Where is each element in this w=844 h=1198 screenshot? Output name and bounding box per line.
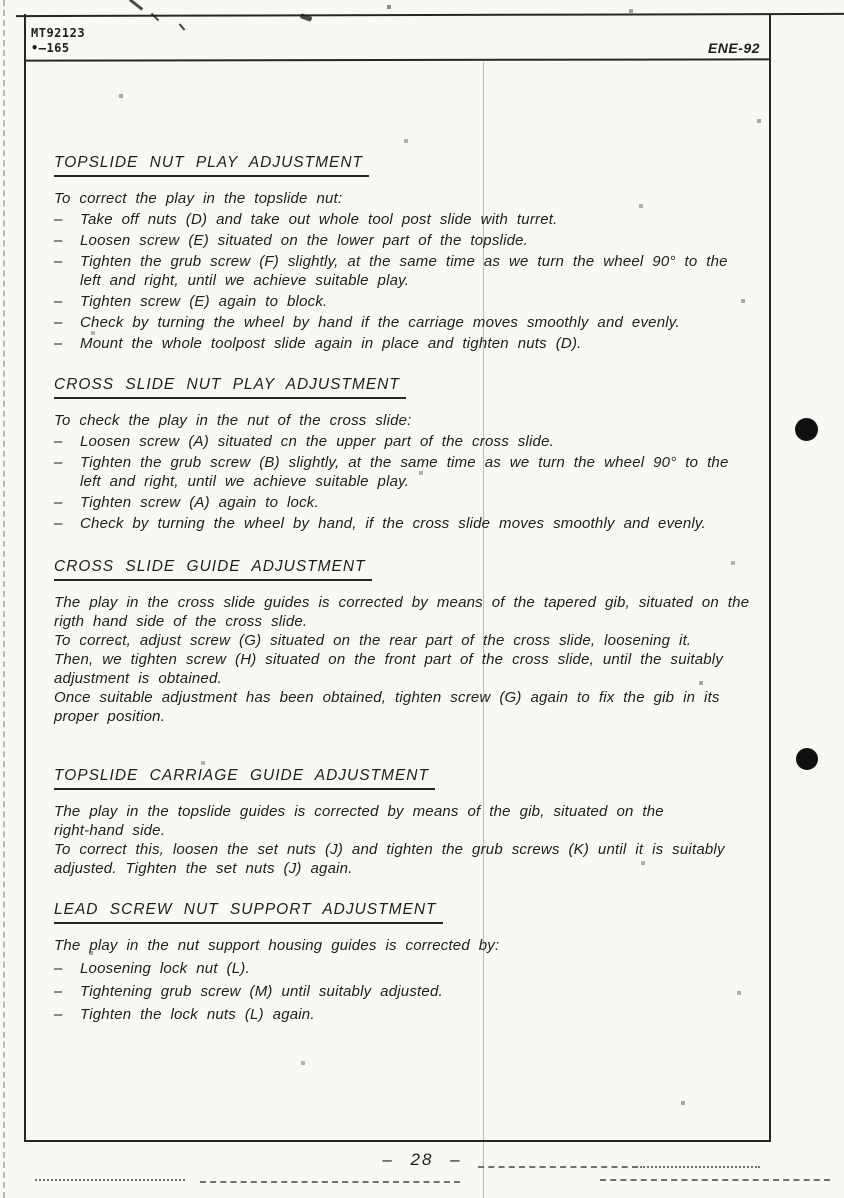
section-heading: CROSS SLIDE NUT PLAY ADJUSTMENT [54, 375, 406, 399]
page-number: – 28 – [382, 1150, 462, 1169]
bullet-dash: – [54, 515, 63, 532]
bullet-text: Loosening lock nut (L). [80, 960, 250, 977]
bullet-text: Tighten the grub screw (F) slightly, at the same time as we turn the wheel 90° to the [80, 253, 728, 270]
bullet-dash: – [54, 494, 63, 511]
bullet-text: Check by turning the wheel by hand, if the cross slide moves smoothly and evenly. [80, 515, 706, 532]
bullet-line [54, 982, 743, 1001]
punch-hole-mark [796, 748, 818, 770]
bullet-dash: – [54, 232, 63, 249]
bullet-dash: – [54, 433, 63, 450]
section-heading: TOPSLIDE NUT PLAY ADJUSTMENT [54, 153, 369, 177]
bullet-text: Tighten the grub screw (B) slightly, at the same time as we turn the wheel 90° to the [80, 454, 729, 471]
bullet-dash: – [54, 335, 63, 352]
section-cross-slide-nut-play [54, 375, 743, 533]
document-code-block [31, 26, 85, 56]
page-content [24, 61, 771, 1024]
text-line: Once suitable adjustment has been obtained, tighten screw (G) again to fix the gib in its [54, 689, 720, 706]
frame-top-rule [16, 13, 844, 17]
bullet-dash: – [54, 211, 63, 228]
bullet-dash: – [54, 293, 63, 310]
smudge-mark [200, 1181, 460, 1183]
bullet-line [54, 252, 743, 271]
bullet-text: Check by turning the wheel by hand if the carriage moves smoothly and evenly. [80, 314, 680, 331]
smudge-mark [35, 1179, 185, 1181]
text-line: The play in the nut support housing guides is corrected by: [54, 937, 500, 954]
page-edge-line [3, 0, 5, 1198]
text-line: left and right, until we achieve suitable play. [80, 272, 410, 289]
bullet-dash: – [54, 454, 63, 471]
text-line: rigth hand side of the cross slide. [54, 613, 308, 630]
section-lead-screw-nut-support [54, 900, 743, 1024]
text-line: proper position. [54, 708, 166, 725]
bullet-text: Take off nuts (D) and take out whole tool post slide with turret. [80, 211, 558, 228]
section-heading: CROSS SLIDE GUIDE ADJUSTMENT [54, 557, 372, 581]
bullet-dash: – [54, 983, 63, 1000]
bullet-line [54, 1005, 743, 1024]
smudge-mark [129, 0, 143, 11]
bullet-line [54, 210, 743, 229]
punch-hole-mark [795, 418, 818, 441]
bullet-line [54, 453, 743, 472]
bullet-line [54, 514, 743, 533]
bullet-dash: – [54, 314, 63, 331]
section-heading: LEAD SCREW NUT SUPPORT ADJUSTMENT [54, 900, 443, 924]
bullet-dash: – [54, 960, 63, 977]
bullet-line [54, 292, 743, 311]
text-line: To correct, adjust screw (G) situated on the rear part of the cross slide, loosening it. [54, 632, 692, 649]
section-topslide-carriage-guide [54, 766, 743, 878]
smudge-mark [600, 1179, 830, 1181]
text-line: The play in the topslide guides is corrected by means of the gib, situated on the [54, 803, 664, 820]
bullet-dash: – [54, 253, 63, 270]
bullet-line [54, 231, 743, 250]
bullet-text: Tighten screw (E) again to block. [80, 293, 328, 310]
bullet-line [54, 313, 743, 332]
section-heading: TOPSLIDE CARRIAGE GUIDE ADJUSTMENT [54, 766, 435, 790]
smudge-mark [179, 23, 186, 30]
section-cross-slide-guide [54, 557, 750, 726]
text-line: Then, we tighten screw (H) situated on the front part of the cross slide, until the suitably [54, 651, 724, 668]
frame-bottom-rule [24, 1140, 771, 1142]
bullet-text: Mount the whole toolpost slide again in place and tighten nuts (D). [80, 335, 582, 352]
text-line: left and right, until we achieve suitable play. [80, 473, 410, 490]
bullet-text: Tightening grub screw (M) until suitably adjusted. [80, 983, 443, 1000]
text-line: To check the play in the nut of the cross slide: [54, 412, 412, 429]
bullet-text: Loosen screw (E) situated on the lower part of the topslide. [80, 232, 529, 249]
document-code-line2: •–165 [31, 41, 70, 55]
text-line: adjustment is obtained. [54, 670, 222, 687]
document-reference: ENE-92 [707, 40, 760, 56]
bullet-line [54, 493, 743, 512]
bullet-text: Tighten screw (A) again to lock. [80, 494, 319, 511]
bullet-dash: – [54, 1006, 63, 1023]
smudge-mark [640, 1166, 760, 1168]
text-line: right-hand side. [54, 822, 166, 839]
scan-speck [0, 0, 2, 2]
text-line: To correct this, loosen the set nuts (J) and tighten the grub screws (K) until it is suitably [54, 841, 725, 858]
bullet-text: Loosen screw (A) situated cn the upper part of the cross slide. [80, 433, 554, 450]
text-line: To correct the play in the topslide nut: [54, 190, 343, 207]
bullet-line [54, 432, 743, 451]
bullet-line [54, 959, 743, 978]
fold-crease-line [483, 62, 484, 1198]
section-topslide-nut-play [54, 153, 743, 353]
document-code-line1: MT92123 [31, 26, 86, 40]
text-line: adjusted. Tighten the set nuts (J) again. [54, 860, 353, 877]
smudge-mark [478, 1166, 638, 1168]
bullet-line [54, 334, 743, 353]
text-line: The play in the cross slide guides is corrected by means of the tapered gib, situated on the [54, 594, 750, 611]
bullet-text: Tighten the lock nuts (L) again. [80, 1006, 315, 1023]
